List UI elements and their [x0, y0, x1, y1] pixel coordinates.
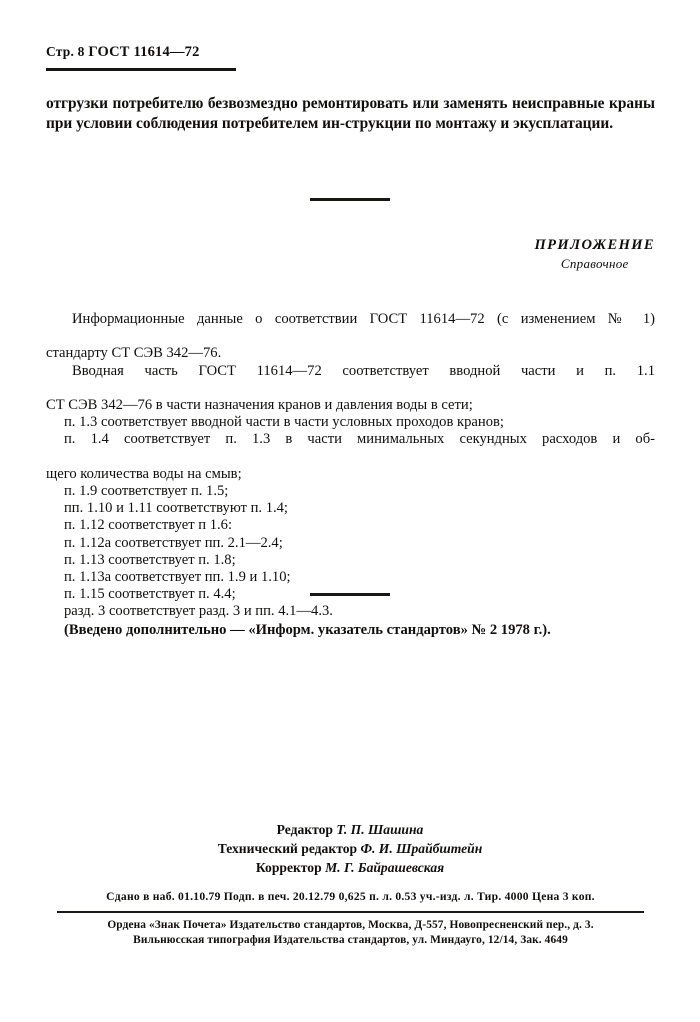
credit-role: Технический редактор [217, 841, 361, 856]
info-intro-line-1: Информационные данные о соответствии ГОСТ 11614—72 (с изменением № 1) [72, 311, 655, 327]
info-item: п. 1.13 соответствует п. 1.8; [64, 551, 236, 568]
credit-name: Т. П. Шашина [336, 822, 424, 837]
colophon-rule [57, 911, 644, 913]
info-item: разд. 3 соответствует разд. 3 и пп. 4.1—4.3. [64, 603, 333, 620]
info-item: п. 1.12а соответствует пп. 2.1—2.4; [64, 534, 283, 551]
page-number-label: Стр. 8 [46, 44, 85, 59]
running-head-rule [46, 68, 236, 71]
credit-line-technical-editor [0, 839, 700, 858]
info-item: п. 1.3 соответствует вводной части в части условных проходов кранов; [64, 414, 504, 431]
editorial-credits [0, 820, 700, 877]
info-item: п. 1.4 соответствует п. 1.3 в части минимальных секундных расходов и об- [64, 431, 655, 448]
appendix-caption [535, 237, 656, 272]
info-intro-line-2: стандарту СТ СЭВ 342—76. [46, 345, 222, 362]
appendix-subtitle: Справочное [560, 256, 629, 271]
information-block [46, 311, 655, 656]
production-data-line: Сдано в наб. 01.10.79 Подп. в печ. 20.12.79 0,625 п. л. 0.53 уч.-изд. л. Тир. 4000 Цена 3 коп. [106, 890, 595, 903]
publisher-imprint [46, 918, 655, 947]
info-item: пп. 1.10 и 1.11 соответствуют п. 1.4; [64, 500, 288, 517]
credit-name: Ф. И. Шрайбштейн [360, 841, 483, 856]
credit-role: Корректор [255, 860, 326, 875]
info-item: п. 1.12 соответствует п 1.6: [64, 517, 232, 534]
credit-role: Редактор [276, 822, 337, 837]
publisher-line-2: Вильнюсская типография Издательства стандартов, ул. Миндауго, 12/14, Зак. 4649 [133, 933, 568, 946]
info-item: п. 1.13а соответствует пп. 1.9 и 1.10; [64, 569, 291, 586]
opening-paragraph: отгрузки потребителю безвозмездно ремонтировать или заменять неисправные краны при условии соблюдения потребителем ин-струкции по монтажу и экусплатации. [46, 95, 655, 132]
section-divider-rule-top [310, 198, 390, 201]
standard-designation: ГОСТ 11614—72 [88, 44, 200, 60]
info-intro-line-4: СТ СЭВ 342—76 в части назначения кранов и давления воды в сети; [46, 397, 473, 414]
info-item-continuation: щего количества воды на смыв; [46, 465, 242, 482]
appendix-title: ПРИЛОЖЕНИЕ [534, 237, 655, 253]
credit-line-proofreader [0, 858, 700, 877]
running-head [46, 44, 200, 61]
info-item: п. 1.9 соответствует п. 1.5; [64, 483, 229, 500]
credit-line-editor [0, 820, 700, 839]
info-item: п. 1.15 соответствует п. 4.4; [64, 586, 236, 603]
credit-name: М. Г. Байрашевская [325, 860, 445, 875]
publisher-line-1: Ордена «Знак Почета» Издательство стандартов, Москва, Д-557, Новопресненский пер., д. 3. [107, 919, 594, 931]
info-intro-line-3: Вводная часть ГОСТ 11614—72 соответствует вводной части и п. 1.1 [72, 362, 655, 379]
section-divider-rule-bottom [310, 593, 390, 596]
info-final-note: (Введено дополнительно — «Информ. указатель стандартов» № 2 1978 г.). [64, 621, 551, 638]
